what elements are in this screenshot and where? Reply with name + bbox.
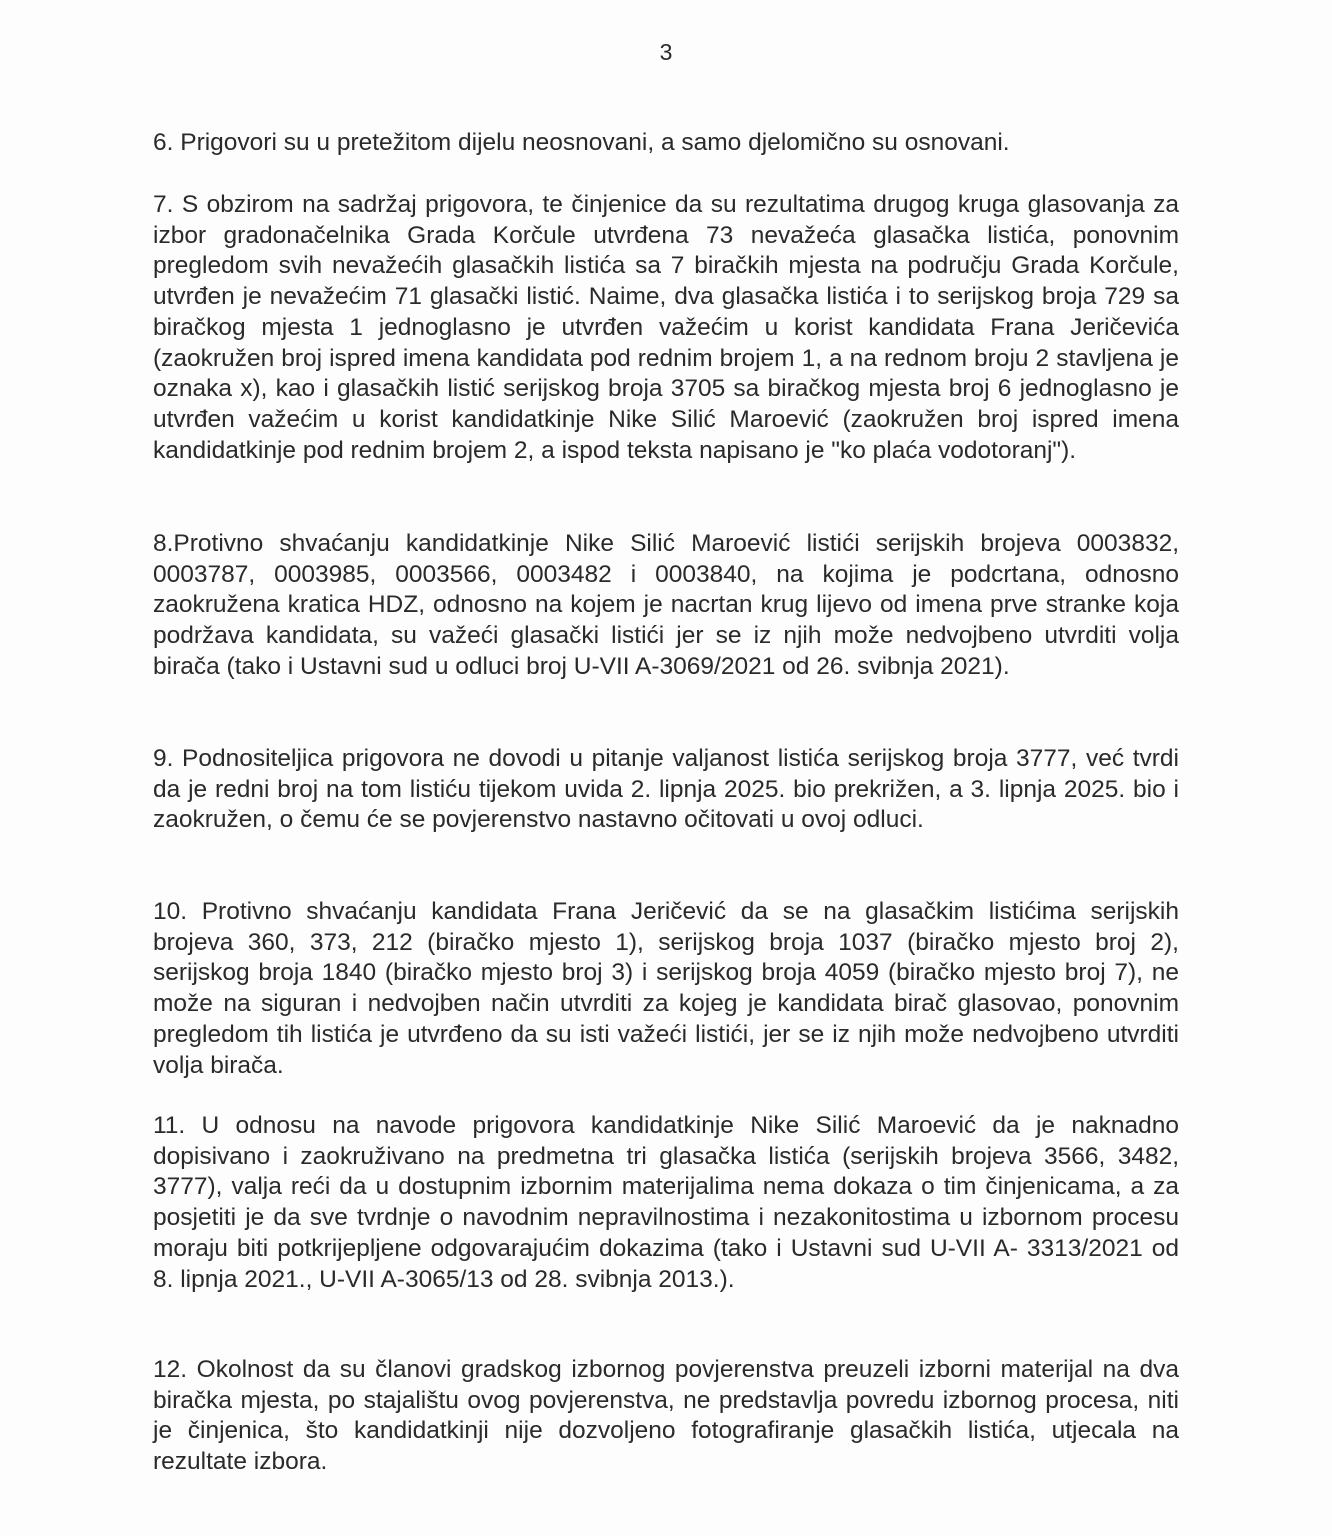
paragraph-9: 9. Podnositeljica prigovora ne dovodi u pitanje valjanost listića serijskog broja 3777, već tvrdi da je redni broj na tom listiću tijekom uvida 2. lipnja 2025. bio prekrižen, a 3. lipnja 2025. bio i zaokružen, o čemu će se povjerenstvo nastavno očitovati u ovoj odluci. [153, 745, 1179, 834]
paragraph-12: 12. Okolnost da su članovi gradskog izbornog povjerenstva preuzeli izborni materijal na dva biračka mjesta, po stajalištu ovog povjerenstva, ne predstavlja povredu izbornog procesa, niti je činjenica, što kandidatkinji nije dozvoljeno fotografiranje glasačkih listića, utjecala na rezultate izbora. [153, 1356, 1179, 1476]
paragraph-11: 11. U odnosu na navode prigovora kandidatkinje Nike Silić Maroević da je naknadno dopisivano i zaokruživano na predmetna tri glasačka listića (serijskih brojeva 3566, 3482, 3777), valja reći da u dostupnim izbornim materijalima nema dokaza o tim činjenicama, a za posjetiti je da sve tvrdnje o navodnim nepravilnostima i nezakonitostima u izbornom procesu moraju biti potkrijepljene odgovarajućim dokazima (tako i Ustavni sud U-VII A- 3313/2021 od 8. lipnja 2021., U-VII A-3065/13 od 28. svibnja 2013.). [153, 1112, 1179, 1293]
paragraph-7: 7. S obzirom na sadržaj prigovora, te činjenice da su rezultatima drugog kruga glasovanja za izbor gradonačelnika Grada Korčule utvrđena 73 nevažeća glasačka listića, ponovnim pregledom svih nevažećih glasačkih listića sa 7 biračkih mjesta na području Grada Korčule, utvrđen je nevažećim 71 glasački listić. Naime, dva glasačka listića i to serijskog broja 729 sa biračkog mjesta 1 jednoglasno je utvrđen važećim u korist kandidata Frana Jeričevića (zaokružen broj ispred imena kandidata pod rednim brojem 1, a na rednom broju 2 stavljena je oznaka x), kao i glasačkih listić serijskog broja 3705 sa biračkog mjesta broj 6 jednoglasno je utvrđen važećim u korist kandidatkinje Nike Silić Maroević (zaokružen broj ispred imena kandidatkinje pod rednim brojem 2, a ispod teksta napisano je "ko plaća vodotoranj"). [153, 191, 1179, 464]
paragraph-10: 10. Protivno shvaćanju kandidata Frana Jeričević da se na glasačkim listićima serijskih brojeva 360, 373, 212 (biračko mjesto 1), serijskog broja 1037 (biračko mjesto broj 2), serijskog broja 1840 (biračko mjesto broj 3) i serijskog broja 4059 (biračko mjesto broj 7), ne može na siguran i nedvojben način utvrditi za kojeg je kandidata birač glasovao, ponovnim pregledom tih listića je utvrđeno da su isti važeći listići, jer se iz njih može nedvojbeno utvrditi volja birača. [153, 898, 1179, 1079]
paragraph-6: 6. Prigovori su u pretežitom dijelu neosnovani, a samo djelomično su osnovani. [153, 129, 1010, 156]
page-number: 3 [659, 39, 673, 65]
paragraph-8: 8.Protivno shvaćanju kandidatkinje Nike Silić Maroević listići serijskih brojeva 0003832, 0003787, 0003985, 0003566, 0003482 i 0003840, na kojima je podcrtana, odnosno zaokružena kratica HDZ, odnosno na kojem je nacrtan krug lijevo od imena prve stranke koja podržava kandidata, su važeći glasački listići jer se iz njih može nedvojbeno utvrditi volja birača (tako i Ustavni sud u odluci broj U-VII A-3069/2021 od 26. svibnja 2021). [153, 530, 1179, 680]
